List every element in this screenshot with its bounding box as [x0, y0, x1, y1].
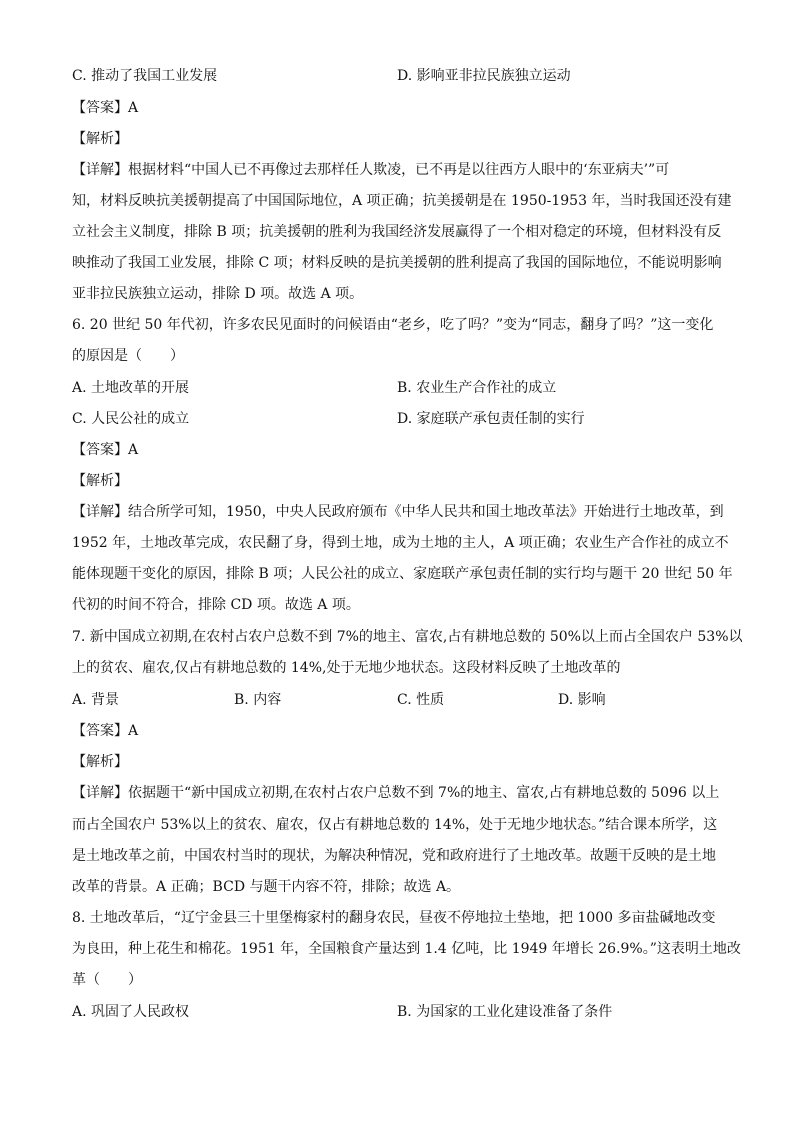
q8-stem-line: 为良田，种上花生和棉花。1951 年，全国粮食产量达到 1.4 亿吨，比 1949 年增长 26.9%。”这表明土地改: [72, 941, 741, 957]
q7-analysis-label: 【解析】: [72, 754, 128, 770]
q6-answer: 【答案】A: [72, 442, 139, 458]
q6-detail-line: 能体现题干变化的原因，排除 B 项；人民公社的成立、家庭联产承包责任制的实行均与题干 20 世纪 50 年: [72, 566, 733, 582]
q8-stem-line: 8. 土地改革后，“辽宁金县三十里堡梅家村的翻身农民，昼夜不停地拉土垫地，把 1000 多亩盐碱地改变: [72, 910, 716, 926]
q7-detail-line: 而占全国农户 53%以上的贫农、雇农，仅占有耕地总数的 14%，处于无地少地状态。”结合课本所学，这: [72, 817, 718, 833]
q6-option-b: B. 农业生产合作社的成立: [397, 380, 557, 396]
q7-option-c: C. 性质: [397, 692, 445, 708]
q7-option-b: B. 内容: [234, 692, 282, 708]
q5-analysis-label: 【解析】: [72, 131, 128, 147]
q6-detail-line: 代初的时间不符合，排除 CD 项。故选 A 项。: [72, 597, 360, 613]
q6-option-c: C. 人民公社的成立: [72, 411, 190, 427]
q8-stem-line: 革（ ）: [72, 972, 142, 988]
q7-detail-line: 是土地改革之前，中国农村当时的现状，为解决种情况，党和政府进行了土地改革。故题干反映的是土地: [72, 848, 716, 864]
q5-detail-line: 知，材料反映抗美援朝提高了中国国际地位，A 项正确；抗美援朝是在 1950-1953 年，当时我国还没有建: [72, 193, 732, 209]
q6-stem-line: 的原因是（ ）: [72, 348, 184, 364]
q7-detail-line: 【详解】依据题干“新中国成立初期,在农村占农户总数不到 7%的地主、富农,占有耕地总数的 5096 以上: [72, 785, 720, 801]
q6-detail-line: 1952 年，土地改革完成，农民翻了身，得到土地，成为土地的主人，A 项正确；农业生产合作社的成立不: [72, 535, 729, 551]
q6-stem-line: 6. 20 世纪 50 年代初，许多农民见面时的问候语由“老乡，吃了吗？”变为“同志，翻身了吗？”这一变化: [72, 317, 714, 333]
q8-option-b: B. 为国家的工业化建设准备了条件: [397, 1004, 613, 1020]
q7-answer: 【答案】A: [72, 723, 139, 739]
q8-option-a: A. 巩固了人民政权: [72, 1004, 190, 1020]
q7-stem-line: 7. 新中国成立初期,在农村占农户总数不到 7%的地主、富农,占有耕地总数的 50%以上而占全国农户 53%以: [72, 629, 743, 645]
q6-option-a: A. 土地改革的开展: [72, 380, 190, 396]
q6-detail-line: 【详解】结合所学可知，1950，中央人民政府颁布《中华人民共和国土地改革法》开始进行土地改革，到: [72, 504, 724, 520]
q7-option-d: D. 影响: [558, 692, 606, 708]
q5-answer: 【答案】A: [72, 100, 139, 116]
q5-detail-line: 映推动了我国工业发展，排除 C 项；材料反映的是抗美援朝的胜利提高了我国的国际地位，不能说明影响: [72, 255, 722, 271]
q5-option-c: C. 推动了我国工业发展: [72, 68, 218, 84]
q6-option-d: D. 家庭联产承包责任制的实行: [397, 411, 585, 427]
q5-detail-line: 亚非拉民族独立运动，排除 D 项。故选 A 项。: [72, 286, 364, 302]
q5-detail-line: 【详解】根据材料“中国人已不再像过去那样任人欺凌，已不再是以往西方人眼中的‘东亚病夫’”可: [72, 162, 670, 178]
q5-option-d: D. 影响亚非拉民族独立运动: [397, 68, 571, 84]
q7-stem-line: 上的贫农、雇农,仅占有耕地总数的 14%,处于无地少地状态。这段材料反映了土地改革的: [72, 660, 621, 676]
q6-analysis-label: 【解析】: [72, 473, 128, 489]
q7-detail-line: 改革的背景。A 正确；BCD 与题干内容不符，排除；故选 A。: [72, 879, 461, 895]
q7-option-a: A. 背景: [72, 692, 120, 708]
q5-detail-line: 立社会主义制度，排除 B 项；抗美援朝的胜利为我国经济发展赢得了一个相对稳定的环境，但材料没有反: [72, 224, 722, 240]
